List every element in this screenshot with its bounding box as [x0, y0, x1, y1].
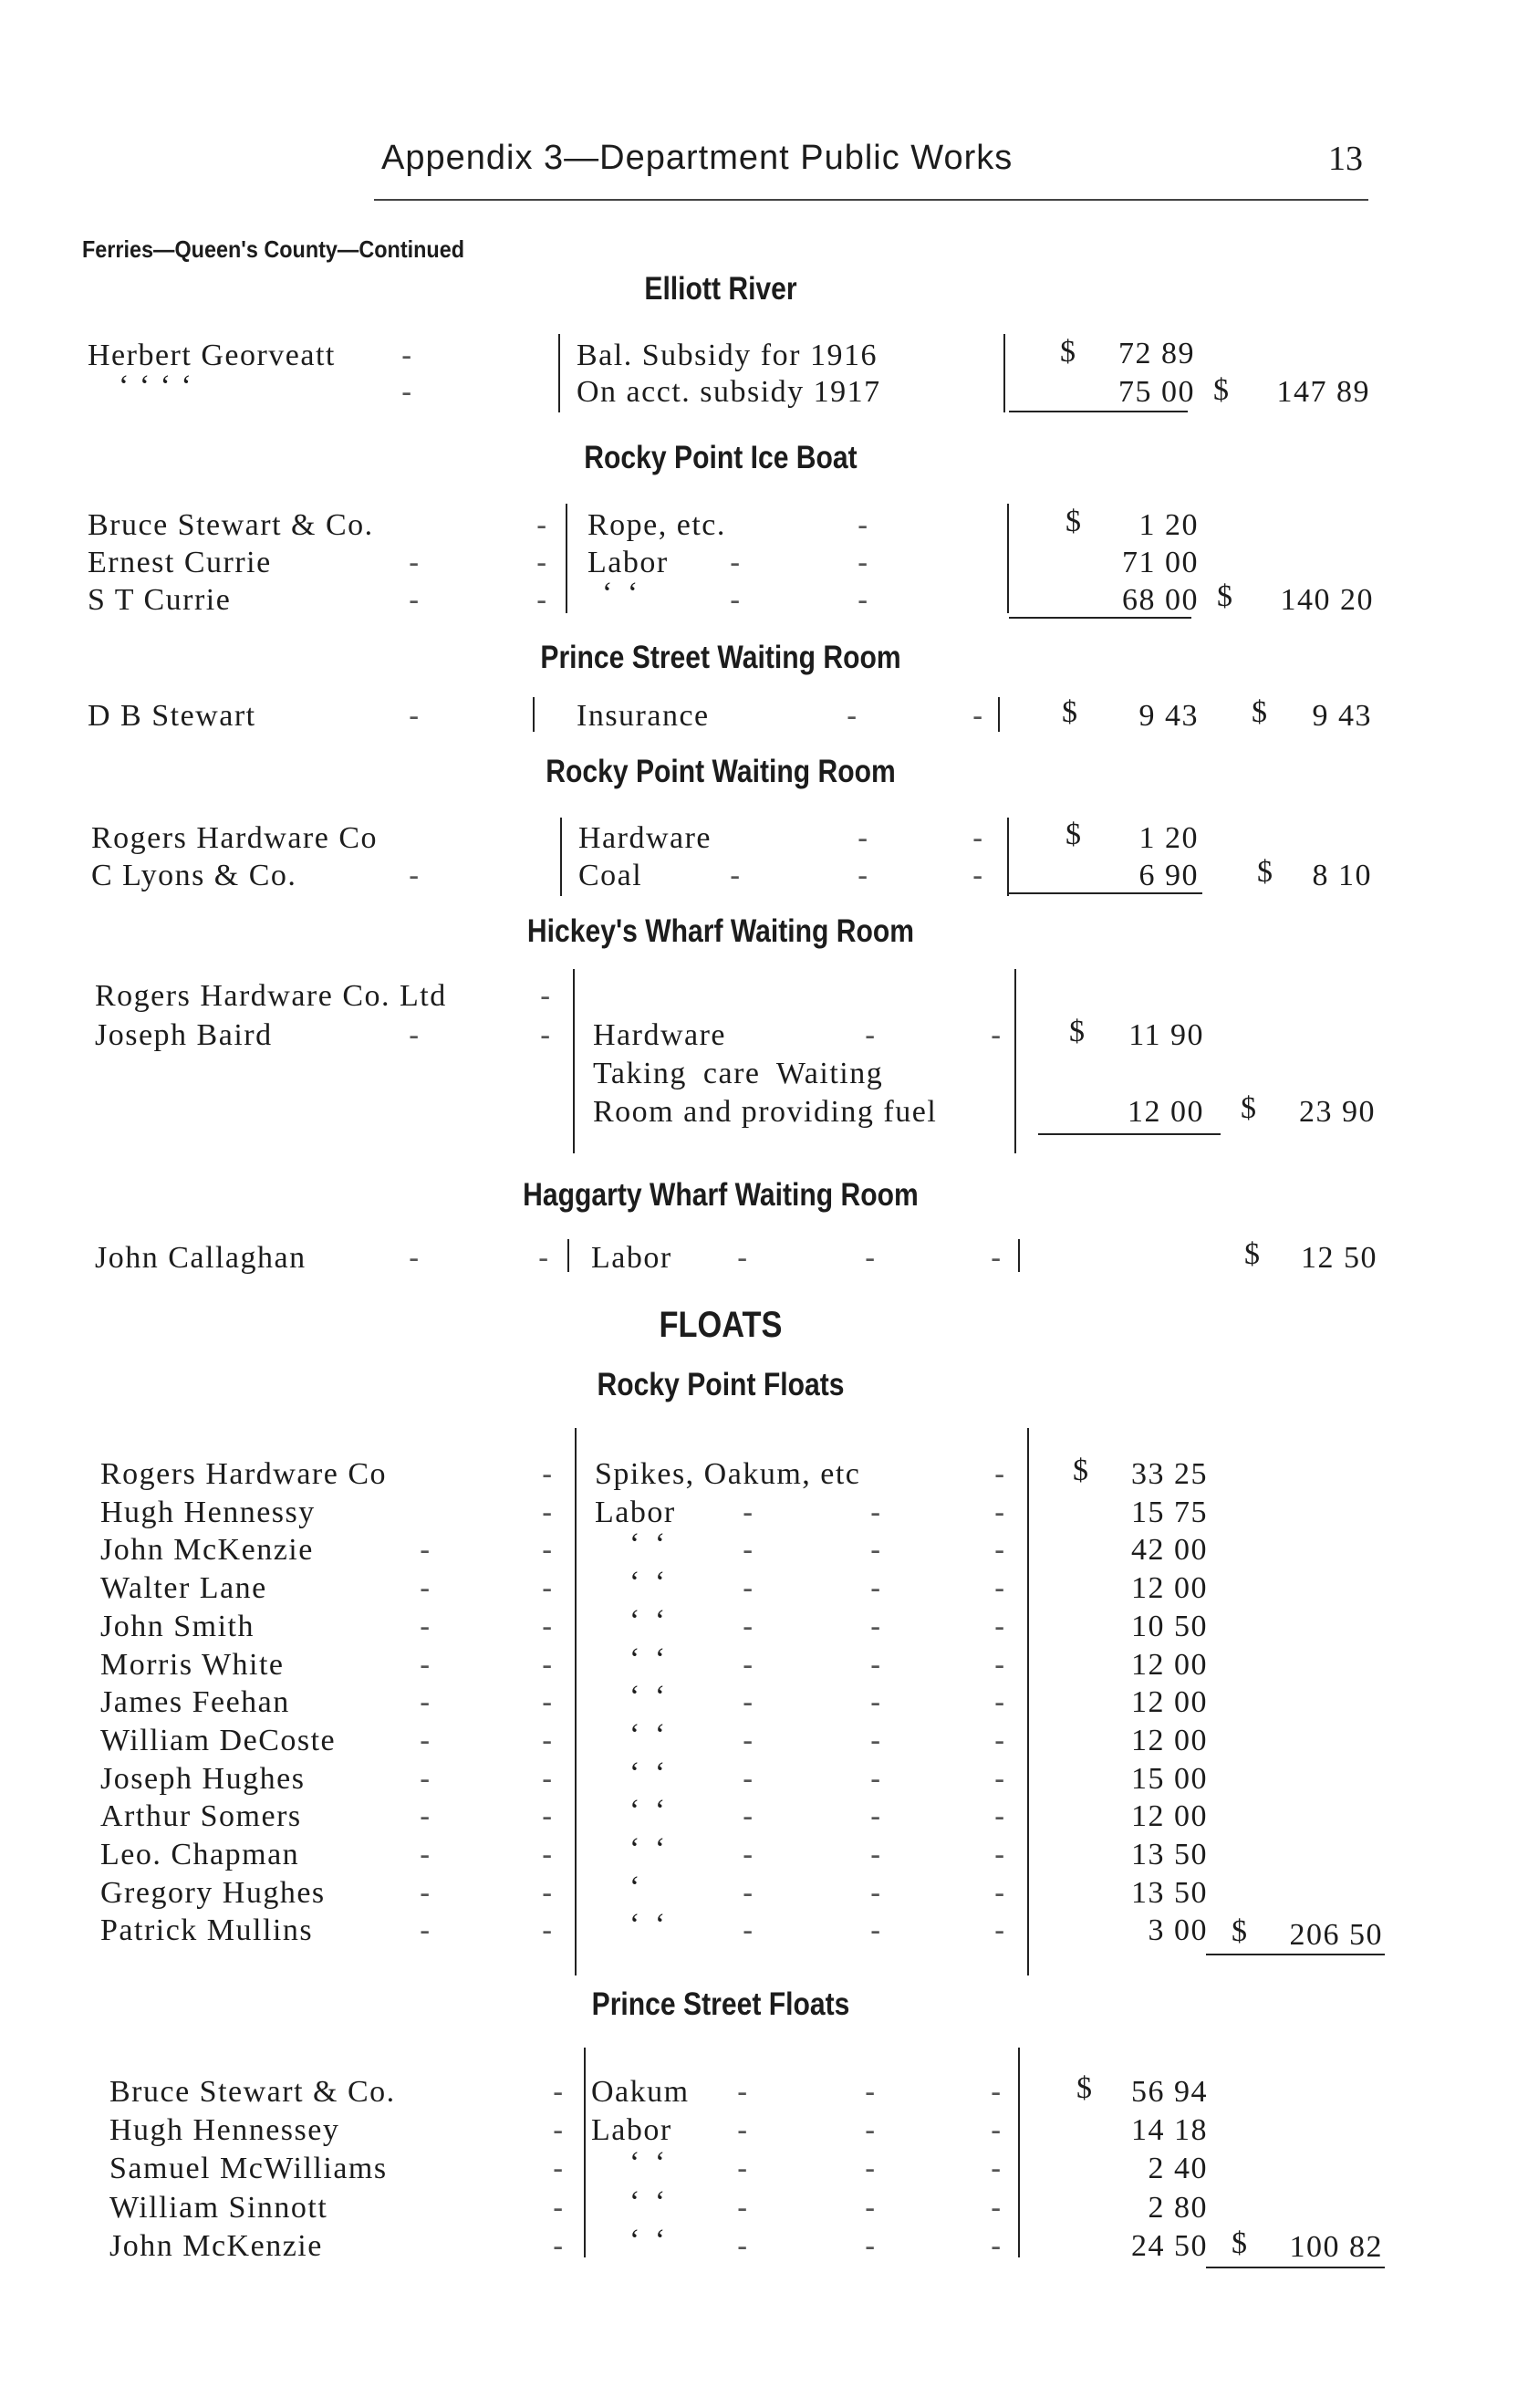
section-total: 147 89: [1276, 375, 1370, 409]
ledger-description: On acct. subsidy 1917: [577, 375, 881, 409]
ledger-description: Hardware: [593, 1018, 727, 1052]
section-total: 23 90: [1299, 1095, 1376, 1129]
leader-dash: -: [542, 1685, 554, 1720]
page-number: 13: [1328, 140, 1363, 178]
leader-dash: -: [994, 1533, 1006, 1568]
section-title-floats: FLOATS: [659, 1305, 783, 1345]
column-divider: [575, 1428, 577, 1975]
ledger-name: James Feehan: [100, 1685, 290, 1719]
ledger-amount: 68 00: [1122, 583, 1199, 617]
dollar-sign: $: [1232, 2226, 1249, 2260]
ledger-name: John McKenzie: [109, 2229, 323, 2263]
leader-dash: -: [553, 2152, 565, 2186]
leader-dash: -: [542, 1496, 554, 1530]
ledger-description: Spikes, Oakum, etc: [595, 1457, 861, 1491]
leader-dash: -: [858, 859, 869, 893]
leader-dash: -: [420, 1533, 431, 1568]
leader-dash: -: [730, 546, 742, 580]
section-total: 8 10: [1312, 859, 1372, 892]
ledger-name: Hugh Hennessy: [100, 1496, 316, 1529]
dollar-sign: $: [1252, 695, 1269, 729]
leader-dash: -: [553, 2191, 565, 2226]
ledger-name: C Lyons & Co.: [91, 859, 297, 892]
leader-dash: -: [401, 339, 413, 373]
leader-dash: -: [870, 1724, 882, 1758]
ledger-amount: 1 20: [1138, 821, 1199, 855]
column-divider: [584, 2048, 586, 2257]
ledger-description-ditto: ‘ ‘: [629, 1642, 670, 1676]
dollar-sign: $: [1232, 1914, 1249, 1948]
leader-dash: -: [865, 1018, 877, 1053]
leader-dash: -: [870, 1571, 882, 1606]
section-total: 9 43: [1312, 699, 1372, 733]
section-title-rocky-point-waiting-room: Rocky Point Waiting Room: [546, 754, 896, 789]
ledger-name: Morris White: [100, 1648, 285, 1682]
ledger-description: Labor: [587, 546, 669, 579]
leader-dash: -: [865, 2075, 877, 2110]
leader-dash: -: [743, 1876, 754, 1911]
ledger-name: William Sinnott: [109, 2191, 328, 2225]
leader-dash: -: [994, 1648, 1006, 1683]
ledger-amount: 12 00: [1128, 1095, 1204, 1129]
leader-dash: -: [865, 2152, 877, 2186]
ledger-description: Labor: [591, 2113, 672, 2147]
leader-dash: -: [865, 1241, 877, 1276]
leader-dash: -: [409, 1241, 421, 1276]
leader-dash: -: [420, 1876, 431, 1911]
leader-dash: -: [743, 1648, 754, 1683]
dollar-sign: $: [1244, 1237, 1262, 1271]
ledger-amount: 2 80: [1148, 2191, 1208, 2225]
section-total: 206 50: [1289, 1918, 1383, 1952]
column-divider: [998, 697, 1000, 732]
ledger-name: D B Stewart: [88, 699, 256, 733]
leader-dash: -: [743, 1838, 754, 1872]
leader-dash: -: [994, 1496, 1006, 1530]
leader-dash: -: [540, 1018, 552, 1053]
leader-dash: -: [420, 1610, 431, 1644]
leader-dash: -: [865, 2229, 877, 2264]
leader-dash: -: [994, 1457, 1006, 1492]
leader-dash: -: [536, 508, 548, 543]
leader-dash: -: [994, 1685, 1006, 1720]
leader-dash: -: [847, 699, 858, 734]
ledger-description: Coal: [578, 859, 643, 892]
ledger-description-ditto: ‘: [629, 1871, 644, 1904]
leader-dash: -: [743, 1571, 754, 1606]
ledger-name: Samuel McWilliams: [109, 2152, 388, 2185]
subtotal-rule: [1206, 1954, 1385, 1955]
leader-dash: -: [542, 1913, 554, 1948]
ledger-amount: 3 00: [1148, 1913, 1208, 1947]
leader-dash: -: [542, 1876, 554, 1911]
ledger-description-ditto: ‘ ‘: [629, 1604, 670, 1638]
leader-dash: -: [420, 1913, 431, 1948]
leader-dash: -: [409, 699, 421, 734]
ledger-description-ditto: ‘ ‘: [629, 1832, 670, 1866]
column-divider: [1007, 504, 1009, 613]
ledger-description: Rope, etc.: [587, 508, 726, 542]
section-title-prince-street-waiting-room: Prince Street Waiting Room: [540, 640, 901, 675]
ledger-name-ditto: ‘ ‘ ‘ ‘: [119, 370, 193, 403]
leader-dash: -: [420, 1648, 431, 1683]
leader-dash: -: [542, 1571, 554, 1606]
ledger-description: Insurance: [577, 699, 710, 733]
section-title-rocky-point-floats: Rocky Point Floats: [597, 1367, 845, 1402]
ledger-name: Hugh Hennessey: [109, 2113, 340, 2147]
ledger-amount: 12 00: [1131, 1648, 1208, 1682]
ledger-description-ditto: ‘ ‘: [629, 2224, 670, 2257]
leader-dash: -: [409, 583, 421, 618]
leader-dash: -: [991, 2152, 1003, 2186]
leader-dash: -: [865, 2113, 877, 2148]
ledger-amount: 10 50: [1131, 1610, 1208, 1643]
subtotal-rule: [1206, 2267, 1385, 2268]
dollar-sign: $: [1065, 818, 1083, 851]
leader-dash: -: [991, 1241, 1003, 1276]
leader-dash: -: [991, 2229, 1003, 2264]
leader-dash: -: [994, 1762, 1006, 1797]
ledger-name: Rogers Hardware Co. Ltd: [95, 979, 447, 1013]
ledger-amount: 13 50: [1131, 1838, 1208, 1871]
leader-dash: -: [991, 2191, 1003, 2226]
leader-dash: -: [870, 1876, 882, 1911]
leader-dash: -: [420, 1724, 431, 1758]
page-header: [374, 135, 1368, 201]
ledger-amount: 71 00: [1122, 546, 1199, 579]
ledger-name: Bruce Stewart & Co.: [109, 2075, 396, 2109]
leader-dash: -: [542, 1648, 554, 1683]
leader-dash: -: [420, 1571, 431, 1606]
leader-dash: -: [420, 1838, 431, 1872]
ledger-amount: 72 89: [1118, 337, 1195, 370]
ledger-name: Ernest Currie: [88, 546, 272, 579]
leader-dash: -: [542, 1610, 554, 1644]
leader-dash: -: [409, 1018, 421, 1053]
leader-dash: -: [737, 2113, 749, 2148]
leader-dash: -: [420, 1799, 431, 1834]
subtotal-rule: [1009, 411, 1188, 412]
ledger-description-ditto: ‘ ‘: [629, 2185, 670, 2219]
ledger-name: S T Currie: [88, 583, 232, 617]
dollar-sign: $: [1062, 695, 1079, 729]
dollar-sign: $: [1217, 579, 1234, 613]
ledger-name: Arthur Somers: [100, 1799, 302, 1833]
ledger-amount: 6 90: [1138, 859, 1199, 892]
leader-dash: -: [536, 546, 548, 580]
ledger-amount: 12 00: [1131, 1799, 1208, 1833]
ledger-amount: 9 43: [1138, 699, 1199, 733]
leader-dash: -: [542, 1838, 554, 1872]
leader-dash: -: [870, 1648, 882, 1683]
dollar-sign: $: [1065, 505, 1083, 538]
leader-dash: -: [737, 1241, 749, 1276]
ledger-description: Room and providing fuel: [593, 1095, 938, 1129]
leader-dash: -: [542, 1762, 554, 1797]
leader-dash: -: [743, 1496, 754, 1530]
leader-dash: -: [553, 2075, 565, 2110]
leader-dash: -: [743, 1724, 754, 1758]
leader-dash: -: [994, 1610, 1006, 1644]
continued-heading: Ferries—Queen's County—Continued: [82, 235, 465, 263]
leader-dash: -: [409, 546, 421, 580]
ledger-amount: 24 50: [1131, 2229, 1208, 2263]
ledger-amount: 12 00: [1131, 1685, 1208, 1719]
ledger-description-ditto: ‘ ‘: [629, 1527, 670, 1561]
leader-dash: -: [401, 375, 413, 410]
column-divider: [1027, 1428, 1029, 1975]
ledger-description: Labor: [591, 1241, 672, 1275]
ledger-amount: 11 90: [1128, 1018, 1204, 1052]
column-divider: [1007, 818, 1009, 896]
leader-dash: -: [972, 821, 984, 856]
ledger-description: Oakum: [591, 2075, 690, 2109]
dollar-sign: $: [1076, 2071, 1094, 2105]
dollar-sign: $: [1241, 1091, 1258, 1125]
leader-dash: -: [743, 1610, 754, 1644]
dollar-sign: $: [1069, 1015, 1086, 1048]
dollar-sign: $: [1060, 335, 1077, 369]
column-divider: [566, 504, 567, 613]
ledger-description-ditto: ‘ ‘: [629, 2146, 670, 2180]
leader-dash: -: [737, 2075, 749, 2110]
column-divider: [1003, 334, 1005, 412]
ledger-description-ditto: ‘ ‘: [629, 1756, 670, 1790]
leader-dash: -: [991, 1018, 1003, 1053]
ledger-name: Bruce Stewart & Co.: [88, 508, 374, 542]
ledger-name: William DeCoste: [100, 1724, 337, 1757]
leader-dash: -: [991, 2113, 1003, 2148]
leader-dash: -: [858, 821, 869, 856]
leader-dash: -: [858, 583, 869, 618]
leader-dash: -: [409, 859, 421, 893]
ledger-name: Herbert Georveatt: [88, 339, 336, 372]
leader-dash: -: [553, 2113, 565, 2148]
leader-dash: -: [542, 1533, 554, 1568]
ledger-name: Joseph Baird: [95, 1018, 273, 1052]
section-total: 12 50: [1301, 1241, 1377, 1275]
column-divider: [1014, 969, 1016, 1153]
ledger-name: Walter Lane: [100, 1571, 267, 1605]
ledger-name: Leo. Chapman: [100, 1838, 300, 1871]
ledger-amount: 13 50: [1131, 1876, 1208, 1910]
ledger-amount: 12 00: [1131, 1571, 1208, 1605]
ledger-amount: 1 20: [1138, 508, 1199, 542]
leader-dash: -: [737, 2191, 749, 2226]
ledger-description: Taking care Waiting: [593, 1057, 884, 1090]
leader-dash: -: [553, 2229, 565, 2264]
subtotal-rule: [1009, 892, 1202, 894]
leader-dash: -: [991, 2075, 1003, 2110]
ledger-description-ditto: ‘ ‘: [629, 1908, 670, 1942]
column-divider: [567, 1239, 569, 1272]
leader-dash: -: [743, 1762, 754, 1797]
leader-dash: -: [542, 1457, 554, 1492]
ledger-description: Bal. Subsidy for 1916: [577, 339, 878, 372]
leader-dash: -: [994, 1799, 1006, 1834]
section-title-elliott-river: Elliott River: [644, 271, 797, 307]
ledger-amount: 42 00: [1131, 1533, 1208, 1567]
ledger-name: John Callaghan: [95, 1241, 307, 1275]
leader-dash: -: [743, 1913, 754, 1948]
ledger-description-ditto: ‘ ‘: [629, 1718, 670, 1752]
ledger-amount: 12 00: [1131, 1724, 1208, 1757]
leader-dash: -: [743, 1685, 754, 1720]
leader-dash: -: [865, 2191, 877, 2226]
ledger-amount: 15 75: [1131, 1496, 1208, 1529]
leader-dash: -: [538, 1241, 550, 1276]
leader-dash: -: [737, 2229, 749, 2264]
ledger-amount: 15 00: [1131, 1762, 1208, 1796]
leader-dash: -: [870, 1762, 882, 1797]
dollar-sign: $: [1257, 855, 1274, 889]
leader-dash: -: [870, 1496, 882, 1530]
column-divider: [573, 969, 575, 1153]
column-divider: [1018, 1239, 1020, 1272]
leader-dash: -: [870, 1913, 882, 1948]
ledger-name: Rogers Hardware Co: [91, 821, 379, 855]
leader-dash: -: [994, 1876, 1006, 1911]
leader-dash: -: [420, 1762, 431, 1797]
page-header-title: Appendix 3—Department Public Works: [381, 139, 1013, 177]
ledger-amount: 14 18: [1131, 2113, 1208, 2147]
section-total: 140 20: [1280, 583, 1374, 617]
ledger-description-ditto: ‘ ‘: [629, 1680, 670, 1714]
ledger-description-ditto: ‘ ‘: [602, 577, 642, 610]
ledger-name: Gregory Hughes: [100, 1876, 326, 1910]
leader-dash: -: [730, 859, 742, 893]
leader-dash: -: [858, 508, 869, 543]
leader-dash: -: [542, 1799, 554, 1834]
leader-dash: -: [737, 2152, 749, 2186]
leader-dash: -: [420, 1685, 431, 1720]
leader-dash: -: [743, 1533, 754, 1568]
leader-dash: -: [972, 859, 984, 893]
ledger-description-ditto: ‘ ‘: [629, 1794, 670, 1828]
leader-dash: -: [870, 1799, 882, 1834]
leader-dash: -: [536, 583, 548, 618]
leader-dash: -: [870, 1533, 882, 1568]
section-title-rocky-point-ice-boat: Rocky Point Ice Boat: [584, 440, 858, 475]
leader-dash: -: [858, 546, 869, 580]
ledger-amount: 33 25: [1131, 1457, 1208, 1491]
ledger-description: Labor: [595, 1496, 676, 1529]
subtotal-rule: [1038, 1133, 1221, 1135]
column-divider: [1018, 2048, 1020, 2257]
section-title-hickeys-wharf-waiting-room: Hickey's Wharf Waiting Room: [526, 913, 915, 949]
ledger-name: John Smith: [100, 1610, 255, 1643]
section-total: 100 82: [1289, 2230, 1383, 2264]
ledger-name: Patrick Mullins: [100, 1913, 314, 1947]
ledger-description-ditto: ‘ ‘: [629, 1566, 670, 1600]
leader-dash: -: [730, 583, 742, 618]
leader-dash: -: [870, 1685, 882, 1720]
leader-dash: -: [994, 1571, 1006, 1606]
section-title-prince-street-floats: Prince Street Floats: [591, 1986, 850, 2022]
leader-dash: -: [994, 1838, 1006, 1872]
leader-dash: -: [743, 1799, 754, 1834]
leader-dash: -: [994, 1913, 1006, 1948]
leader-dash: -: [994, 1724, 1006, 1758]
ledger-amount: 56 94: [1131, 2075, 1208, 2109]
column-divider: [533, 697, 535, 732]
dollar-sign: $: [1213, 373, 1231, 407]
ledger-name: John McKenzie: [100, 1533, 314, 1567]
leader-dash: -: [870, 1610, 882, 1644]
leader-dash: -: [542, 1724, 554, 1758]
dollar-sign: $: [1073, 1454, 1090, 1487]
subtotal-rule: [1009, 617, 1191, 619]
ledger-name: Joseph Hughes: [100, 1762, 306, 1796]
ledger-description: Hardware: [578, 821, 712, 855]
ledger-amount: 75 00: [1118, 375, 1195, 409]
leader-dash: -: [540, 979, 552, 1014]
ledger-amount: 2 40: [1148, 2152, 1208, 2185]
leader-dash: -: [972, 699, 984, 734]
section-title-haggarty-wharf-waiting-room: Haggarty Wharf Waiting Room: [523, 1177, 919, 1213]
leader-dash: -: [870, 1838, 882, 1872]
column-divider: [558, 334, 560, 412]
ledger-name: Rogers Hardware Co: [100, 1457, 388, 1491]
column-divider: [560, 818, 562, 896]
